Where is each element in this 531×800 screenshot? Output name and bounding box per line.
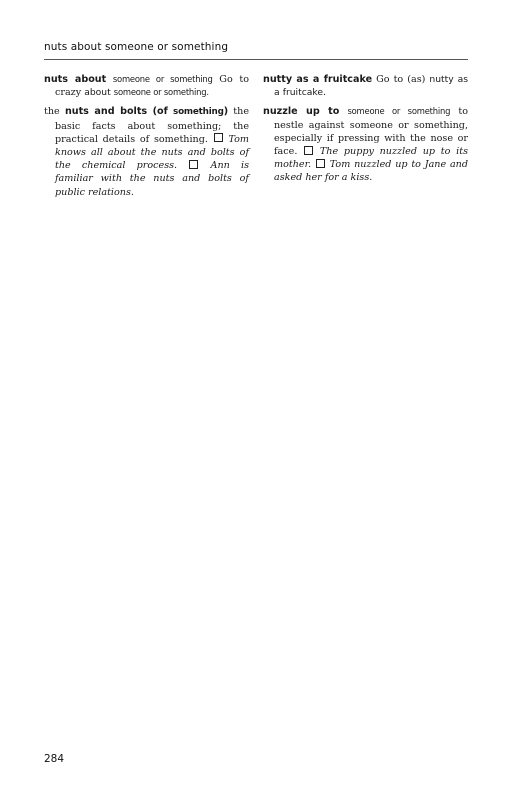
example-box-icon (189, 160, 198, 169)
cross-reference-object: someone or something (113, 87, 207, 98)
right-column (263, 73, 468, 191)
example: Tom nuzzled up to Jane and asked her for a kiss. (274, 159, 468, 184)
definition: Go to (as) (372, 74, 430, 85)
cross-reference-end: . (323, 87, 327, 99)
header-rule (44, 59, 468, 60)
cross-reference: fruitcake (282, 87, 324, 99)
headword-object: someone or something (347, 106, 451, 117)
entry-nutty-as-a-fruitcake (263, 73, 468, 99)
cross-reference: nutty as a (274, 74, 468, 99)
cross-reference: about (84, 87, 111, 99)
cross-reference-end: . (206, 87, 209, 98)
left-column (44, 73, 249, 205)
running-head: nuts about someone or something (44, 41, 229, 53)
definition: Go to crazy (55, 74, 249, 99)
example: Ann is familiar with the nuts and bolts of public relations. (55, 160, 249, 198)
entry-nuts-and-bolts (44, 105, 249, 198)
headword: nuts about (44, 74, 107, 85)
headword-object: something (173, 107, 224, 118)
article: the (44, 106, 65, 118)
headword: nuts and bolts (of (64, 106, 168, 118)
example: Tom knows all about the nuts and bolts of the chemical process. (55, 133, 249, 172)
headword-close: ) (223, 106, 229, 118)
headword-object: someone or something (112, 74, 213, 84)
example: The puppy nuzzled up to its mother. (274, 146, 469, 171)
page-number: 284 (44, 753, 65, 765)
entry-nuts-about (44, 73, 249, 99)
definition: the basic facts about something; the practical details of something. (55, 106, 250, 145)
definition: to nestle against someone or something, especially if pressing with the nose or face. (274, 106, 468, 158)
entry-nuzzle-up-to (263, 105, 468, 184)
headword: nutty as a fruitcake (263, 74, 373, 85)
example-box-icon (304, 146, 313, 155)
headword: nuzzle up to (263, 106, 340, 118)
example-box-icon (214, 133, 223, 142)
example-box-icon (316, 159, 325, 168)
